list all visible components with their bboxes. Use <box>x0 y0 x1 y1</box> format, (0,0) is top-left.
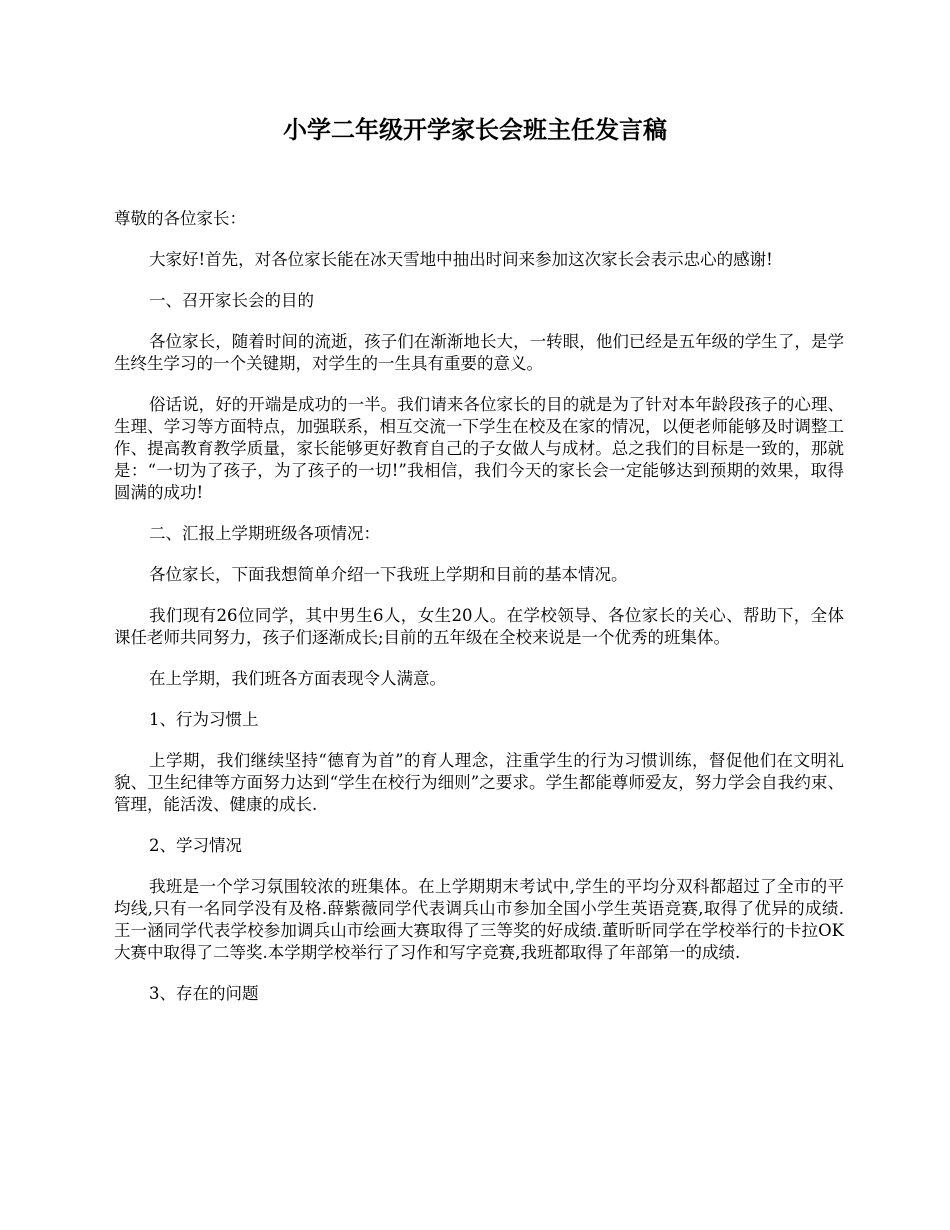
paragraph: 我班是一个学习氛围较浓的班集体。在上学期期末考试中,学生的平均分双科都超过了全市的平均线,只有一名同学没有及格.薛紫薇同学代表调兵山市参加全国小学生英语竞赛,取得了优异的成绩.王一涵同学代表学校参加调兵山市绘画大赛取得了三等奖的好成绩.董昕昕同学在学校举行的卡拉OK大赛中取得了二等奖.本学期学校举行了习作和写字竞赛,我班都取得了年部第一的成绩. <box>114 877 844 962</box>
subsection-heading-3: 3、存在的问题 <box>149 984 259 1003</box>
paragraph: 各位家长，随着时间的流逝，孩子们在渐渐地长大，一转眼，他们已经是五年级的学生了，是学生终生学习的一个关键期，对学生的一生具有重要的意义。 <box>114 332 844 373</box>
document-body <box>114 208 844 1024</box>
paragraph-greeting: 大家好!首先，对各位家长能在冰天雪地中抽出时间来参加这次家长会表示忠心的感谢! <box>149 250 773 269</box>
paragraph: 上学期，我们继续坚持“德育为首”的育人理念，注重学生的行为习惯训练，督促他们在文明礼貌、卫生纪律等方面努力达到“学生在校行为细则”之要求。学生都能尊师爱友，努力学会自我约束、管理，能活泼、健康的成长. <box>114 751 844 814</box>
paragraph: 俗话说，好的开端是成功的一半。我们请来各位家长的目的就是为了针对本年龄段孩子的心理、生理、学习等方面特点，加强联系，相互交流一下学生在校及在家的情况，以便老师能够及时调整工作、提高教育教学质量，家长能够更好教育自己的子女做人与成材。总之我们的目标是一致的，那就是：“一切为了孩子，为了孩子的一切!”我相信，我们今天的家长会一定能够达到预期的效果，取得圆满的成功! <box>114 395 844 502</box>
subsection-heading-1: 1、行为习惯上 <box>149 710 259 729</box>
paragraph: 在上学期，我们班各方面表现令人满意。 <box>149 669 446 688</box>
paragraph: 我们现有26位同学，其中男生6人，女生20人。在学校领导、各位家长的关心、帮助下，全体课任老师共同努力，孩子们逐渐成长;目前的五年级在全校来说是一个优秀的班集体。 <box>114 606 844 647</box>
paragraph: 各位家长，下面我想简单介绍一下我班上学期和目前的基本情况。 <box>149 565 628 584</box>
section-heading-1: 一、召开家长会的目的 <box>149 291 314 310</box>
section-heading-2: 二、汇报上学期班级各项情况： <box>149 524 380 543</box>
salutation: 尊敬的各位家长： <box>114 209 246 228</box>
subsection-heading-2: 2、学习情况 <box>149 836 242 855</box>
document-title: 小学二年级开学家长会班主任发言稿 <box>283 115 667 144</box>
